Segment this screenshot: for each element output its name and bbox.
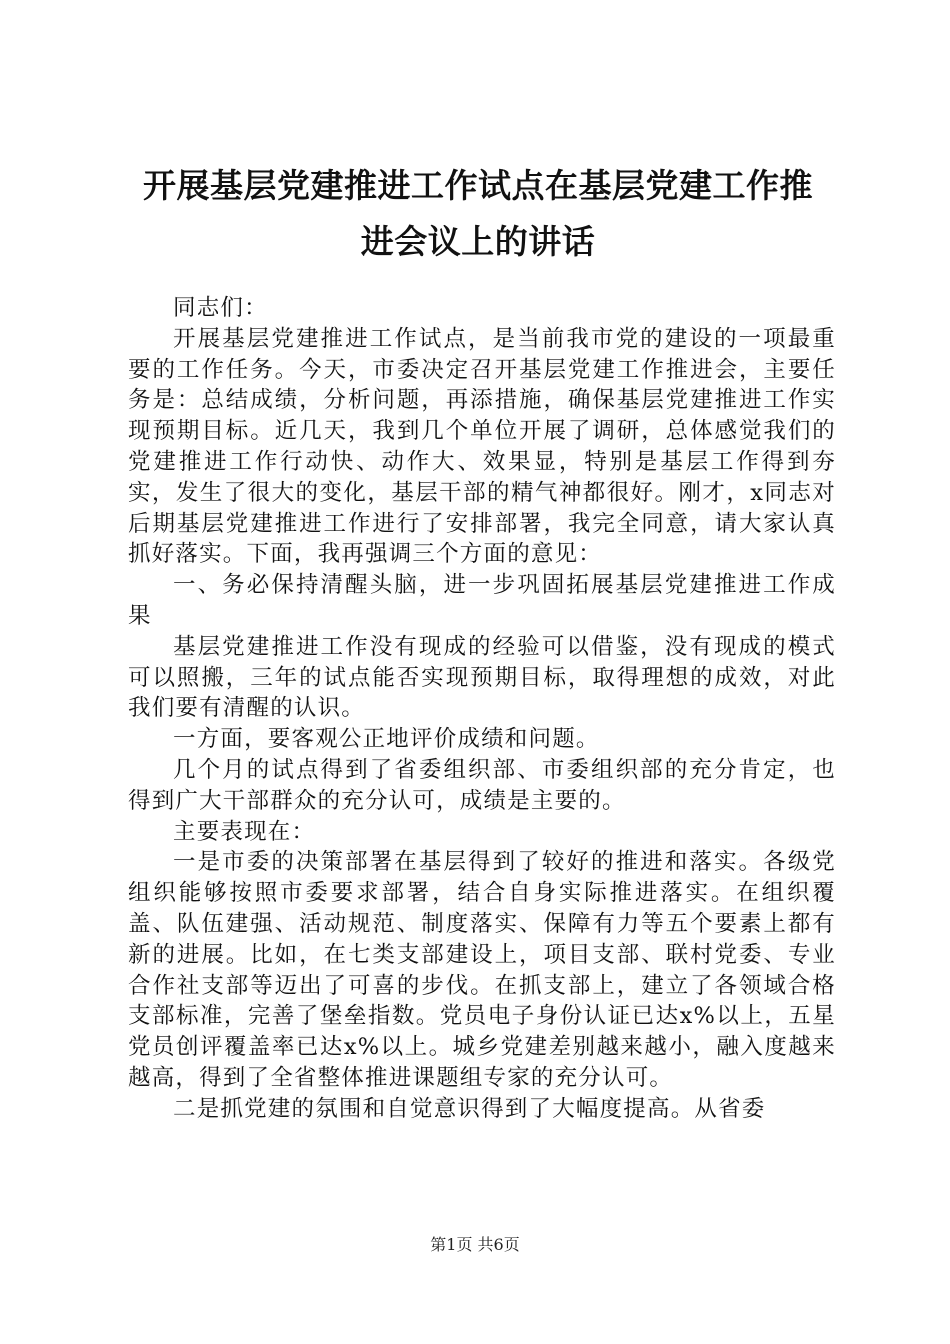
section-heading: 一、务必保持清醒头脑，进一步巩固拓展基层党建推进工作成果: [128, 572, 836, 629]
paragraph: 二是抓党建的氛围和自觉意识得到了大幅度提高。从省委: [173, 1095, 766, 1122]
page-number-footer: 第1页 共6页: [430, 1235, 520, 1254]
paragraph: 一方面，要客观公正地评价成绩和问题。: [173, 726, 600, 753]
paragraph: 开展基层党建推进工作试点，是当前我市党的建设的一项最重要的工作任务。今天，市委决定召开基层党建工作推进会，主要任务是：总结成绩，分析问题，再添措施，确保基层党建推进工作实现预期目标。近几天，我到几个单位开展了调研，总体感觉我们的党建推进工作行动快、动作大、效果显，特别是基层工作得到夯实，发生了很大的变化，基层干部的精气神都很好。刚才，x同志对后期基层党建推进工作进行了安排部署，我完全同意，请大家认真抓好落实。下面，我再强调三个方面的意见：: [128, 325, 836, 568]
document-body: [128, 293, 836, 1125]
paragraph: 几个月的试点得到了省委组织部、市委组织部的充分肯定，也得到广大干部群众的充分认可，成绩是主要的。: [128, 756, 836, 814]
document-title: [118, 158, 838, 270]
paragraph: 基层党建推进工作没有现成的经验可以借鉴，没有现成的模式可以照搬，三年的试点能否实现预期目标，取得理想的成效，对此我们要有清醒的认识。: [128, 633, 836, 722]
title-line-1: 开展基层党建推进工作试点在基层党建工作推: [143, 166, 813, 205]
salutation: 同志们：: [173, 295, 268, 321]
paragraph: 一是市委的决策部署在基层得到了较好的推进和落实。各级党组织能够按照市委要求部署，结合自身实际推进落实。在组织覆盖、队伍建强、活动规范、制度落实、保障有力等五个要素上都有新的进展。比如，在七类支部建设上，项目支部、联村党委、专业合作社支部等迈出了可喜的步伐。在抓支部上，建立了各领域合格支部标准，完善了堡垒指数。党员电子身份认证已达x%以上，五星党员创评覆盖率已达x%以上。城乡党建差别越来越小，融入度越来越高，得到了全省整体推进课题组专家的充分认可。: [128, 849, 836, 1091]
title-line-2: 进会议上的讲话: [360, 222, 596, 261]
paragraph: 主要表现在：: [173, 818, 316, 845]
